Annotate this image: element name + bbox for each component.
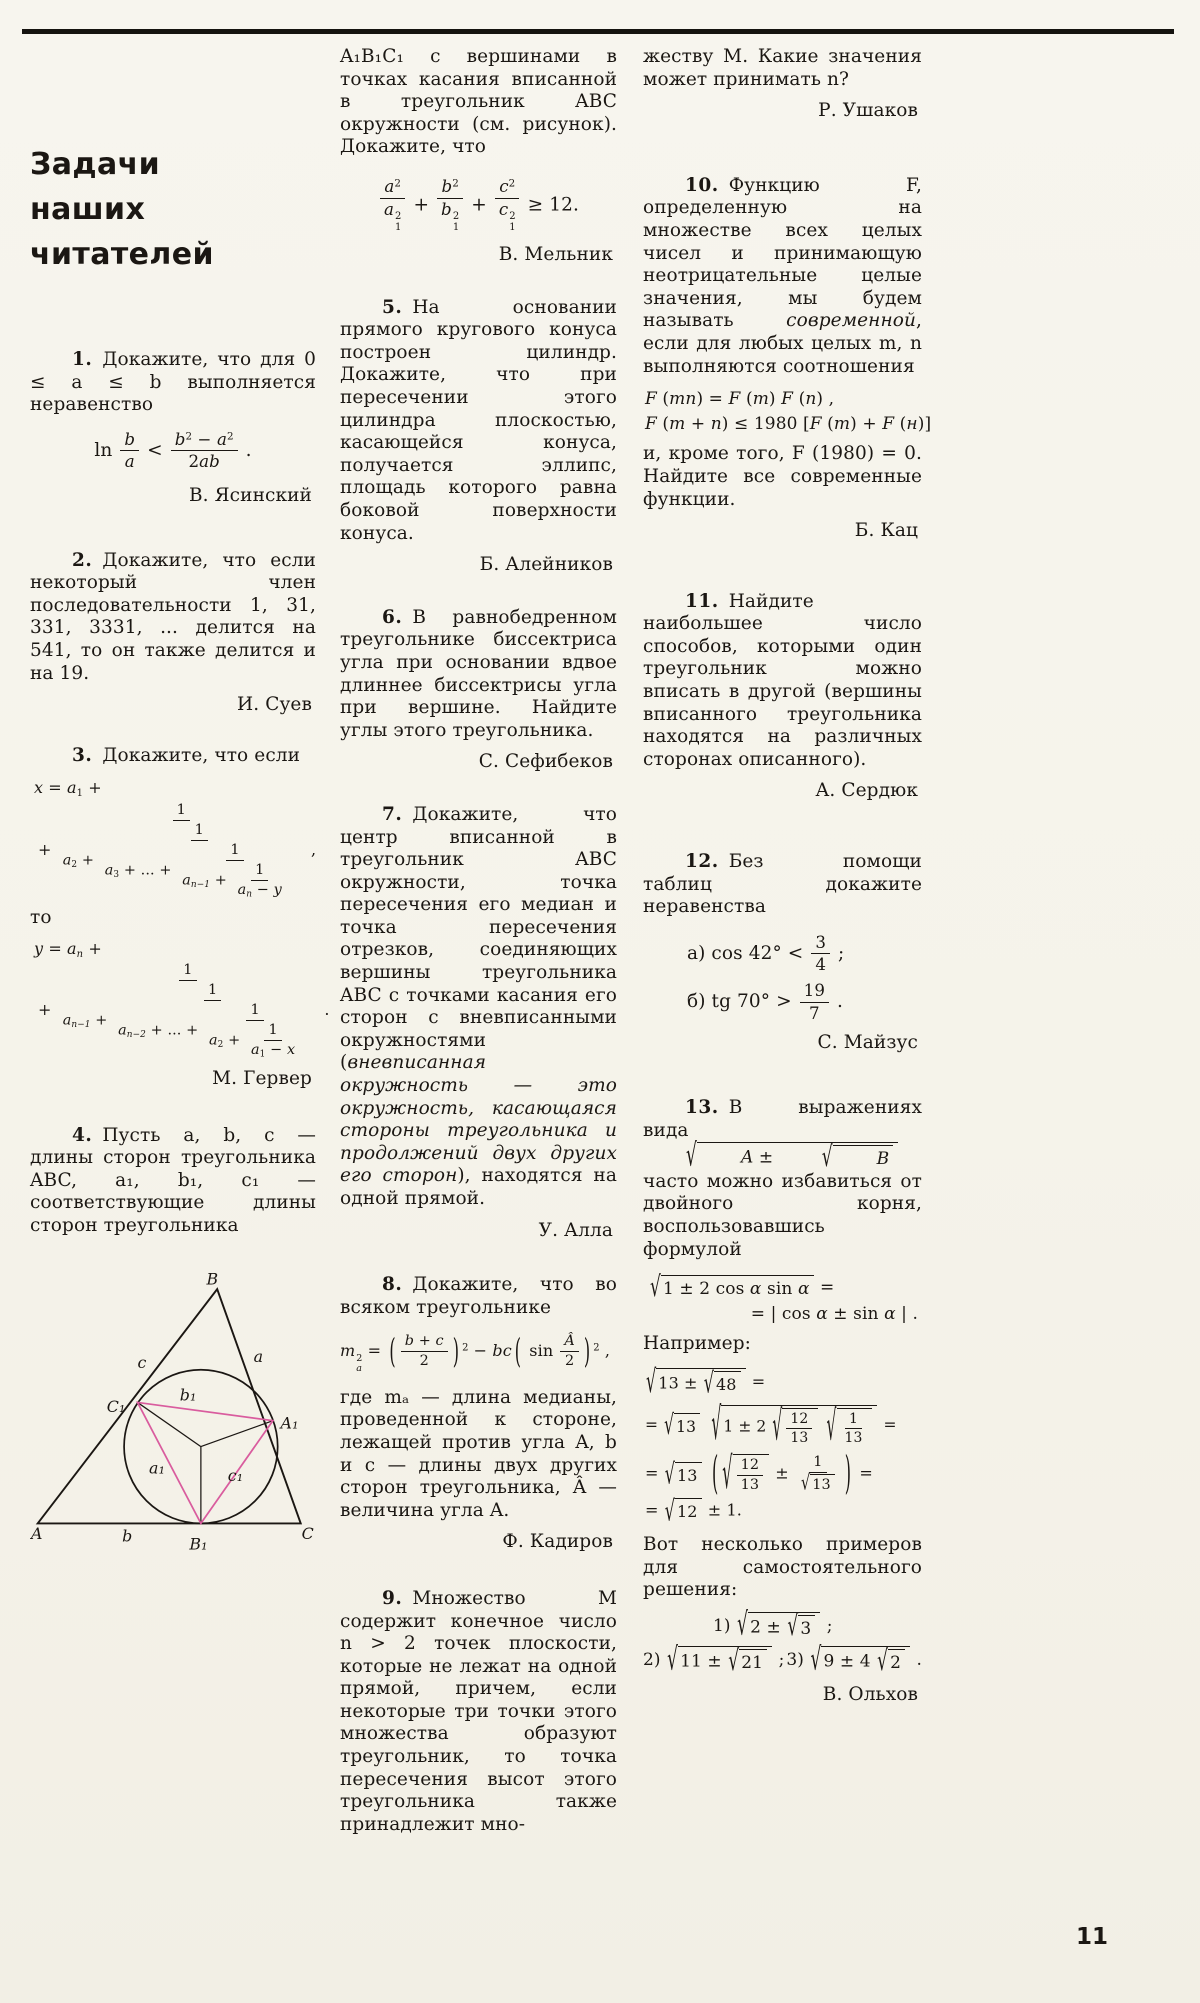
problem-body: Докажите, что во всяком треугольнике bbox=[340, 1274, 617, 1318]
author-name: Б. Кац bbox=[854, 520, 918, 542]
author-name: С. Сефибеков bbox=[478, 751, 613, 773]
problem-text bbox=[30, 745, 316, 768]
problem-body: Функцию F, определенную на множестве всех целых чисел и принимающую неотрицательные целые значения, мы будем называть bbox=[643, 174, 922, 332]
column-middle bbox=[340, 46, 617, 1836]
label-side-a: a bbox=[253, 1346, 264, 1366]
problem-text bbox=[30, 349, 316, 417]
formula-identity-lhs: √ 1 ± 2 cos α sin α = bbox=[650, 1270, 835, 1304]
problem-body: Пусть a, b, c — длины сторон треугольника ABC, a₁, b₁, c₁ — соответствующие длины сторон треугольника bbox=[30, 1124, 316, 1236]
example-label: Например: bbox=[643, 1333, 751, 1355]
problem-4 bbox=[30, 1125, 316, 1238]
connector-word: то bbox=[30, 906, 52, 928]
problem-text bbox=[643, 851, 922, 919]
label-point-C1: C₁ bbox=[106, 1396, 126, 1416]
formula-identity-rhs: = | cos α ± sin α | . bbox=[750, 1303, 918, 1324]
formula-median-length: m 2 a = ( $\frac{b + c}{2}$ ) $^2$ − bc ( sin $\frac{Â}{2}$ ) $^2$ , bbox=[340, 1330, 611, 1375]
problem-13 bbox=[643, 1097, 922, 1707]
problem-body: В равнобедренном треугольнике биссектриса угла при основании вдвое длиннее биссектрисы угла при вершине. Найдите углы этого треугольника. bbox=[340, 606, 617, 741]
problem-body: Найдите наибольшее число способов, которыми один треугольник можно вписать в другой (вершины вписанного треугольника находятся на различных сторонах описанного). bbox=[643, 590, 922, 770]
author-name: У. Алла bbox=[538, 1219, 613, 1241]
formula-worked-step-4: = √ 12 ± 1. bbox=[645, 1493, 742, 1528]
problem-8 bbox=[340, 1274, 617, 1554]
problem-explanation: где mₐ — длина медианы, проведенной к стороне, лежащей против угла A, b и c — длины двух других сторон треугольника, Â — величина угла A. bbox=[340, 1386, 617, 1521]
label-side-c1: c₁ bbox=[227, 1465, 244, 1485]
formula-continued-fraction-x: + 1 $a_2$ + 1 $a_3$ + ... + 1 $a_{n-1}$ + $\frac{1}{a_n - y}$ , bbox=[38, 802, 317, 900]
formula-F-additive: F (m + n) ≤ 1980 [F (m) + F (н)] bbox=[645, 413, 932, 434]
problem-number: 13. bbox=[685, 1096, 719, 1118]
label-side-b: b bbox=[122, 1526, 133, 1546]
problem-text bbox=[340, 297, 617, 546]
problem-text bbox=[643, 1097, 922, 1261]
author-name: Б. Алейников bbox=[479, 554, 613, 576]
problem-2 bbox=[30, 550, 316, 717]
page-number: 11 bbox=[1076, 1924, 1109, 1950]
author-name: М. Гервер bbox=[212, 1068, 312, 1090]
problem-body: Докажите, что центр вписанной в треугольник ABC окружности, точка пересечения его медиан и точка пересечения отрезков, соединяющих вершины треугольника ABC с точками касания его сторон с вневписанными окружностями ( bbox=[340, 803, 617, 1074]
label-side-a1: a₁ bbox=[149, 1458, 166, 1478]
problem-number: 6. bbox=[382, 606, 403, 628]
formula-cos42-inequality: а) cos 42° < $\frac{3}{4}$ ; bbox=[687, 932, 845, 975]
triangle-diagram bbox=[30, 1266, 318, 1560]
formula-squares-inequality: $a^2$ a 2 1 + $b^2$ b 2 1 + $c^2$ c 2 1 ≥ 12. bbox=[340, 177, 617, 234]
problem-10 bbox=[643, 174, 932, 543]
closing-text: Вот несколько примеров для самостоятельного решения: bbox=[643, 1533, 922, 1601]
problem-number: 5. bbox=[382, 296, 403, 318]
problem-body: Множество M содержит конечное число n > 2 точек плоскости, которые не лежат на одной прямой, причем, если некоторые три точки этого множества образуют треугольник, то точка пересечения высот этого треугольника также принадлежит мно- bbox=[340, 1587, 617, 1835]
author-name: В. Ясинский bbox=[188, 485, 312, 507]
label-point-B1: B₁ bbox=[189, 1533, 208, 1553]
formula-worked-step-1: √ 13 ± √ 48 = bbox=[646, 1362, 766, 1401]
formula-tg70-inequality: б) tg 70° > $\frac{19}{7}$ . bbox=[687, 981, 843, 1023]
problem-body: Без помощи таблиц докажите неравенства bbox=[643, 851, 922, 918]
label-vertex-B: B bbox=[206, 1268, 219, 1288]
label-point-A1: A₁ bbox=[280, 1412, 299, 1432]
problem-text bbox=[340, 1588, 617, 1837]
problem-body: На основании прямого кругового конуса построен цилиндр. Докажите, что при пересечении этого цилиндра плоскостью, касающейся конуса, получается эллипс, площадь которого равна боковой поверхности конуса. bbox=[340, 296, 617, 544]
formula-exercise-1: 1) √ 2 ± √ 3 ; bbox=[713, 1606, 833, 1644]
problem-12 bbox=[643, 851, 922, 1055]
formula-exercise-3: 3) √ 9 ± 4 √ 2 . bbox=[786, 1641, 922, 1679]
problem-9 bbox=[340, 1588, 617, 1837]
formula-exercise-row bbox=[643, 1641, 922, 1679]
problem-text bbox=[643, 175, 922, 378]
formula-continued-fraction-y-head: $y = a_n$ + bbox=[34, 938, 102, 960]
problem-number: 2. bbox=[72, 549, 93, 571]
label-vertex-A: A bbox=[30, 1523, 43, 1543]
problem-9-continuation: жеству M. Какие значения может принимать n? bbox=[643, 46, 922, 90]
problem-number: 9. bbox=[382, 1587, 403, 1609]
radius-to-A1 bbox=[201, 1420, 273, 1446]
problem-5 bbox=[340, 297, 617, 577]
problem-text bbox=[30, 1125, 316, 1238]
problem-text bbox=[340, 804, 617, 1211]
triangle-figure bbox=[30, 1266, 316, 1567]
label-side-c: c bbox=[137, 1352, 147, 1372]
formula-continued-fraction-x-head: $x = a_1$ + bbox=[34, 778, 102, 800]
author-name: И. Суев bbox=[237, 694, 312, 716]
problem-number: 8. bbox=[382, 1274, 403, 1296]
problem-body: Докажите, что если некоторый член последовательности 1, 31, 331, 3331, ... делится на 541, то он также делится и на 19. bbox=[30, 549, 316, 684]
formula-worked-step-2: = √ 13 √ 1 ± 2 √ $\frac{12}{13}$ √ $\frac{1}{13}$ = bbox=[645, 1398, 897, 1451]
formula-continued-fraction-y: + 1 $a_{n-1}$ + 1 $a_{n-2}$ + ... + 1 $a_2$ + $\frac{1}{a_1 - x}$ . bbox=[38, 962, 330, 1060]
problem-explanation: и, кроме того, F (1980) = 0. Найдите все современные функции. bbox=[643, 443, 922, 510]
problem-11 bbox=[643, 591, 922, 803]
title-line-1: Задачи bbox=[30, 147, 161, 182]
formula-F-multiplicative: F (mn) = F (m) F (n) , bbox=[645, 389, 835, 410]
author-name: С. Майзус bbox=[817, 1032, 918, 1054]
column-right bbox=[643, 46, 932, 1707]
label-side-b1: b₁ bbox=[179, 1385, 197, 1405]
problem-body: , если для любых целых m, n выполняются соотношения bbox=[643, 310, 922, 377]
section-title bbox=[30, 142, 316, 277]
problem-number: 3. bbox=[72, 744, 93, 766]
problem-1 bbox=[30, 349, 316, 508]
problem-number: 4. bbox=[72, 1124, 93, 1146]
top-rule bbox=[22, 29, 1174, 34]
formula-double-radical-inline: √ A ± √ B bbox=[643, 1146, 899, 1166]
problem-number: 1. bbox=[72, 349, 93, 370]
problem-7 bbox=[340, 804, 617, 1242]
problem-text bbox=[340, 607, 617, 743]
problem-body: часто можно избавиться от двойного корня, воспользовавшись формулой bbox=[643, 1170, 922, 1260]
author-name: В. Мельник bbox=[498, 244, 613, 266]
label-vertex-C: C bbox=[301, 1523, 314, 1543]
problem-4-continuation: A₁B₁C₁ с вершинами в точках касания вписанной в треугольник ABC окружности (см. рисунок). Докажите, что bbox=[340, 46, 617, 158]
problem-text bbox=[30, 550, 316, 686]
author-name: Ф. Кадиров bbox=[502, 1531, 613, 1553]
problem-body-italic: современной bbox=[786, 310, 917, 332]
title-line-2: наших читателей bbox=[30, 192, 214, 272]
problem-text bbox=[340, 1274, 617, 1319]
problem-text bbox=[643, 591, 922, 772]
problem-number: 12. bbox=[685, 851, 719, 873]
problem-number: 10. bbox=[685, 174, 719, 196]
formula-ln-inequality: ln $\frac{b}{a}$ < $\frac{b^2 - a^2}{2ab}$ . bbox=[94, 429, 252, 472]
author-name: В. Ольхов bbox=[822, 1683, 918, 1705]
column-left bbox=[30, 46, 330, 1566]
problem-body: В выражениях вида bbox=[643, 1096, 922, 1141]
problem-number: 7. bbox=[382, 803, 403, 825]
author-name: Р. Ушаков bbox=[818, 100, 918, 122]
problem-6 bbox=[340, 607, 617, 774]
problem-body-italic: вневписанная окружность — это окружность, касающаяся стороны треугольника и продолжений двух других его сторон bbox=[340, 1052, 617, 1187]
problem-3 bbox=[30, 744, 330, 1091]
problem-body: Докажите, что если bbox=[102, 744, 301, 766]
formula-exercise-2: 2) √ 11 ± √ 21 ; bbox=[643, 1641, 785, 1679]
problem-body: ), находятся на одной прямой. bbox=[340, 1165, 617, 1209]
author-name: А. Сердюк bbox=[815, 780, 918, 802]
problem-body: Докажите, что для 0 ≤ a ≤ b выполняется неравенство bbox=[30, 349, 316, 416]
formula-worked-step-3: = √ 13 ( √ $\frac{12}{13}$ ± 1 √ 13 ) = bbox=[645, 1446, 873, 1500]
problem-number: 11. bbox=[685, 590, 719, 612]
